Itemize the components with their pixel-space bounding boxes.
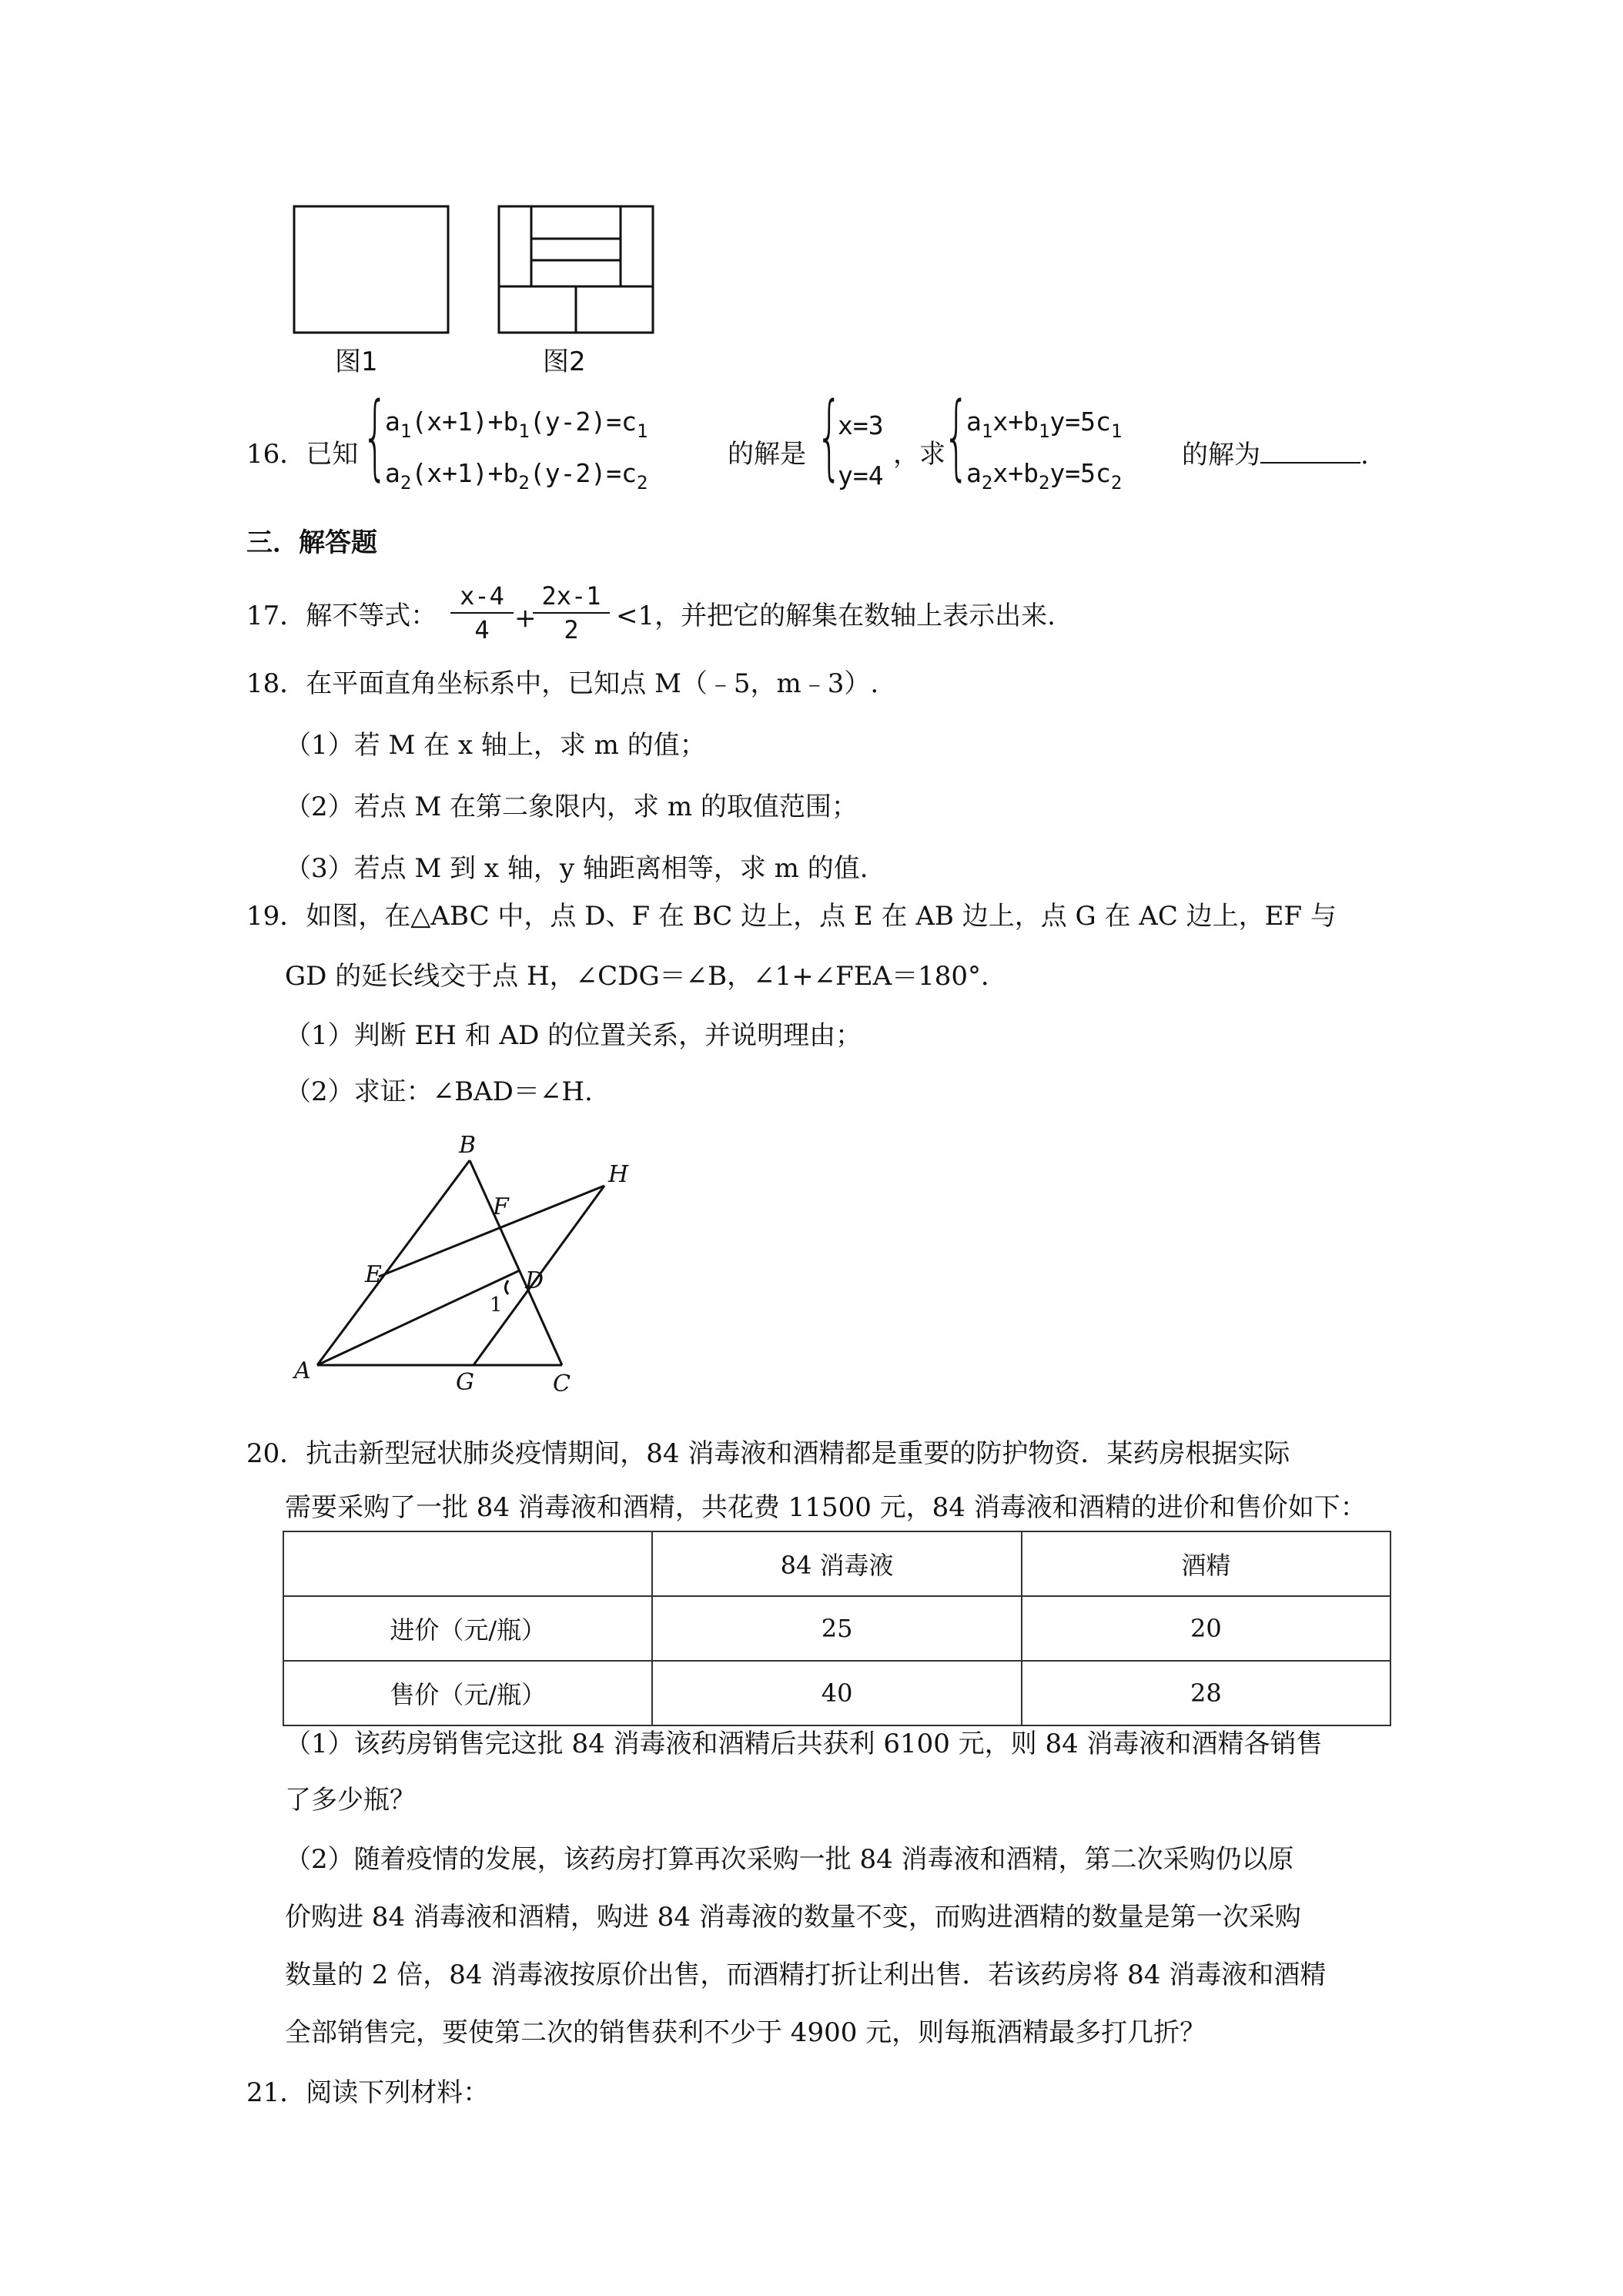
q16-left-brace: {	[362, 383, 389, 490]
table-header-cell: 酒精	[1022, 1531, 1390, 1596]
section-3-heading: 三．解答题	[246, 527, 377, 558]
q19-part-2: （2）求证：∠BAD＝∠H.	[285, 1076, 593, 1107]
table-cell: 售价（元/瓶）	[283, 1661, 652, 1725]
table-cell: 28	[1022, 1661, 1390, 1725]
triangle-lines	[317, 1160, 604, 1365]
q16-solution-brace: {	[816, 383, 843, 490]
label-angle-1: 1	[490, 1294, 503, 1317]
q17-fraction-2: 2x-1 2	[533, 581, 610, 644]
q16-solution-x: x=3	[838, 410, 884, 440]
table-cell: 进价（元/瓶）	[283, 1596, 652, 1661]
q16-equation-4: $a_2x+b_2y=5c_2$	[966, 458, 1123, 494]
q16-answer-blank	[1260, 439, 1360, 464]
figure1-rectangle	[294, 206, 448, 333]
label-G: G	[456, 1369, 474, 1396]
q17-suffix: <1，并把它的解集在数轴上表示出来.	[616, 601, 1056, 631]
table-row	[283, 1661, 1390, 1725]
q20-line-2: 需要采购了一批 84 消毒液和酒精，共花费 11500 元，84 消毒液和酒精的进价和售价如下：	[285, 1492, 1367, 1523]
q20-part-2-line-4: 全部销售完，要使第二次的销售获利不少于 4900 元，则每瓶酒精最多打几折？	[285, 2017, 1206, 2048]
q16-right-brace: {	[943, 383, 970, 490]
q20-part-2-line-2: 价购进 84 消毒液和酒精，购进 84 消毒液的数量不变，而购进酒精的数量是第一次采购	[285, 1902, 1301, 1933]
table-header-row	[283, 1531, 1390, 1596]
q20-part-1-line-1: （1）该药房销售完这批 84 消毒液和酒精后共获利 6100 元，则 84 消毒液和酒精各销售	[285, 1729, 1323, 1759]
q20-part-1-line-2: 了多少瓶？	[285, 1785, 416, 1816]
q16-solution-y: y=4	[838, 460, 884, 490]
label-A: A	[294, 1357, 311, 1384]
table-row	[283, 1596, 1390, 1661]
q20-part-2-line-1: （2）随着疫情的发展，该药房打算再次采购一批 84 消毒液和酒精，第二次采购仍以原	[285, 1844, 1294, 1875]
price-table	[283, 1531, 1391, 1726]
q19-line-2: GD 的延长线交于点 H，∠CDG＝∠B，∠1+∠FEA＝180°．	[285, 961, 1008, 992]
q16-tail: 的解为 .	[1182, 440, 1369, 470]
label-F: F	[493, 1193, 509, 1220]
q17-plus: +	[514, 603, 537, 634]
table-cell: 20	[1022, 1596, 1390, 1661]
figure1-label: 图1	[335, 346, 378, 377]
q18-part-1: （1）若 M 在 x 轴上，求 m 的值；	[285, 730, 706, 761]
label-D: D	[525, 1267, 544, 1294]
question-21: 21．阅读下列材料：	[246, 2077, 490, 2108]
q16-equation-3: $a_1x+b_1y=5c_1$	[966, 407, 1123, 442]
q16-equation-2: $a_2(x+1)+b_2(y-2)=c_2$	[385, 458, 648, 494]
q16-prefix: 16．已知	[246, 439, 359, 470]
q19-line-1: 19．如图，在△ABC 中，点 D、F 在 BC 边上，点 E 在 AB 边上，点 G 在 AC 边上，EF 与	[246, 901, 1337, 932]
figure2-tiling	[499, 206, 653, 333]
table-header-cell	[283, 1531, 652, 1596]
label-B: B	[459, 1132, 477, 1159]
q20-line-1: 20．抗击新型冠状肺炎疫情期间，84 消毒液和酒精都是重要的防护物资．某药房根据实际	[246, 1438, 1290, 1469]
table-header-cell: 84 消毒液	[652, 1531, 1021, 1596]
q19-part-1: （1）判断 EH 和 AD 的位置关系，并说明理由；	[285, 1020, 862, 1051]
label-E: E	[365, 1261, 382, 1288]
table-cell: 40	[652, 1661, 1021, 1725]
label-C: C	[553, 1371, 571, 1397]
q18-part-3: （3）若点 M 到 x 轴，y 轴距离相等，求 m 的值.	[285, 853, 868, 884]
triangle-figure	[285, 1120, 670, 1413]
q16-equation-1: $a_1(x+1)+b_1(y-2)=c_1$	[385, 407, 648, 442]
table-cell: 25	[652, 1596, 1021, 1661]
q16-mid-text: 的解是	[728, 439, 806, 470]
q16-ask: ，求	[893, 439, 945, 470]
label-H: H	[608, 1161, 629, 1188]
q17-fraction-1: x-4 4	[450, 581, 514, 644]
q20-part-2-line-3: 数量的 2 倍，84 消毒液按原价出售，而酒精打折让利出售．若该药房将 84 消毒液和酒精	[285, 1960, 1327, 1990]
q18-stem: 18．在平面直角坐标系中，已知点 M（﹣5，m﹣3）.	[246, 668, 879, 699]
q18-part-2: （2）若点 M 在第二象限内，求 m 的取值范围；	[285, 792, 858, 822]
q17-prefix: 17．解不等式：	[246, 601, 437, 631]
figure2-label: 图2	[543, 346, 586, 377]
